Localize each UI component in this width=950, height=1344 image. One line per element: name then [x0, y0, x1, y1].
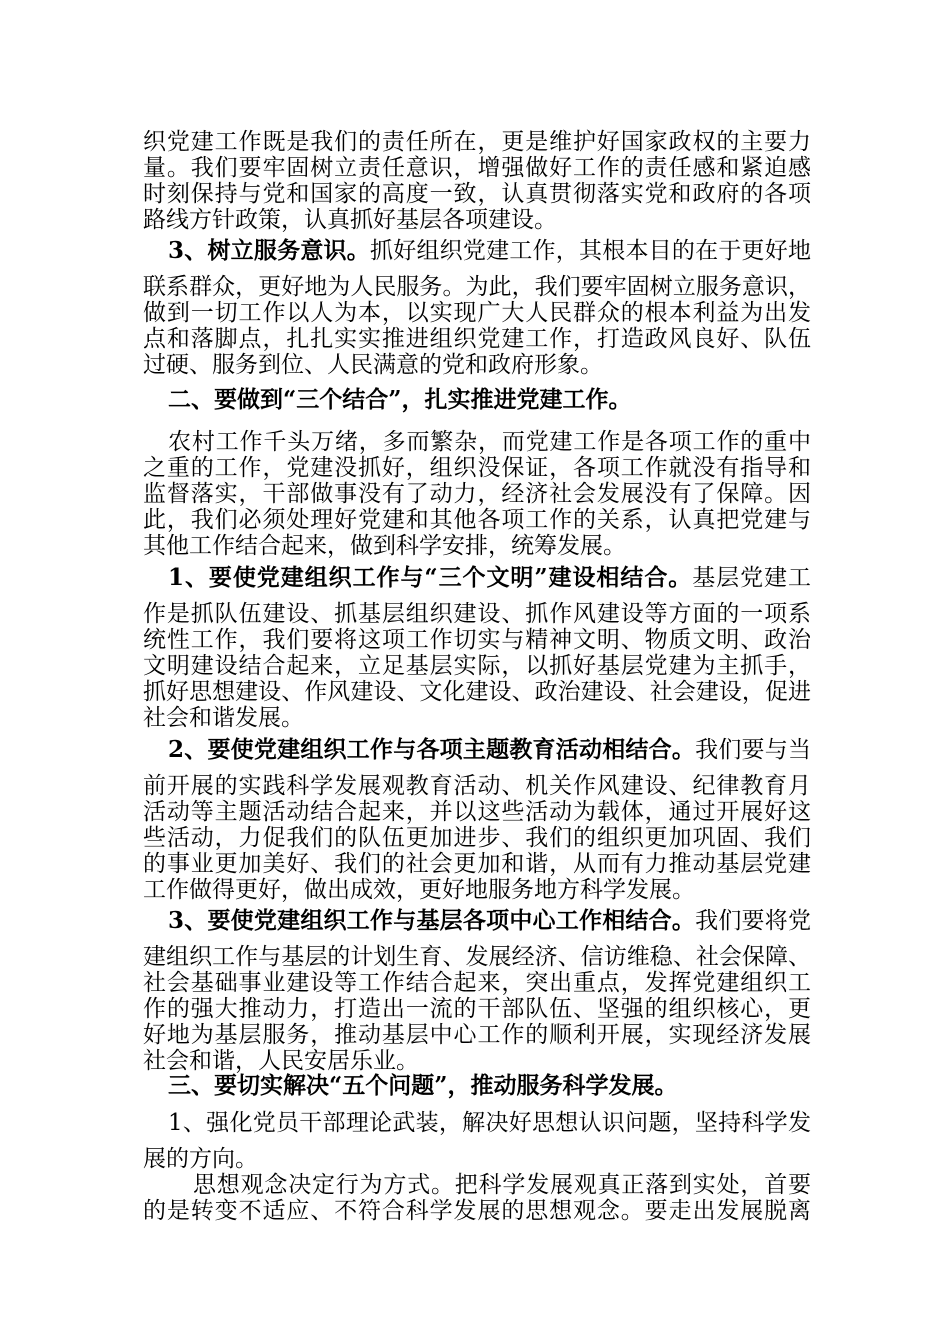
text-line [143, 351, 811, 379]
text-run: 作的强大推动力，打造出一流的干部队伍、坚强的组织核心，更 [143, 996, 811, 1022]
text-line [143, 506, 811, 534]
paragraph-heading-line [168, 907, 811, 935]
text-line [143, 206, 811, 234]
text-line [143, 1145, 811, 1173]
text-run: 的事业更加美好、我们的社会更加和谐，从而有力推动基层党建 [143, 851, 811, 877]
text-line [143, 299, 811, 327]
text-run: 些活动，力促我们的队伍更加进步、我们的组织更加巩固、我们 [143, 825, 811, 851]
text-line [143, 154, 811, 182]
text-run: 的是转变不适应、不符合科学发展的思想观念。要走出发展脱离 [143, 1198, 811, 1224]
text-run: 过硬、服务到位、人民满意的党和政府形象。 [143, 352, 603, 378]
text-run: 社会和谐发展。 [143, 705, 304, 731]
text-run: 社会基础事业建设等工作结合起来，突出重点，发挥党建组织工 [143, 970, 811, 996]
section-heading [168, 1072, 811, 1100]
text-run: 1、强化党员干部理论武装，解决好思想认识问题，坚持科学发 [168, 1110, 811, 1136]
text-line [143, 1021, 811, 1049]
bold-run: 1、要使党建组织工作与“三个文明”建设相结合。 [168, 564, 693, 591]
text-line [143, 480, 811, 508]
text-run: 工作做得更好，做出成效，更好地服务地方科学发展。 [143, 877, 695, 903]
text-run: 我们要与当 [695, 737, 811, 763]
text-run: 建组织工作与基层的计划生育、发展经济、信访维稳、社会保障、 [143, 944, 811, 970]
bold-run: 3、要使党建组织工作与基层各项中心工作相结合。 [168, 907, 696, 934]
text-line [168, 428, 811, 456]
text-run: 我们要将党 [695, 908, 811, 934]
text-line [143, 995, 811, 1023]
bold-run: 2、要使党建组织工作与各项主题教育活动相结合。 [168, 736, 696, 763]
text-line [193, 1171, 811, 1199]
text-run: 农村工作千头万绪，多而繁杂，而党建工作是各项工作的重中 [168, 429, 811, 455]
text-line [143, 772, 811, 800]
text-line [143, 876, 811, 904]
text-run: 做到一切工作以人为本，以实现广大人民群众的根本利益为出发 [143, 300, 811, 326]
text-run: 抓好思想建设、作风建设、文化建设、政治建设、社会建设，促进 [143, 679, 811, 705]
text-line [143, 850, 811, 878]
text-run: 点和落脚点，扎扎实实推进组织党建工作，打造政风良好、队伍 [143, 326, 811, 352]
text-line [143, 798, 811, 826]
section-heading [168, 386, 811, 414]
text-run: 展的方向。 [143, 1146, 258, 1172]
paragraph-heading-line [168, 564, 811, 592]
text-run: 量。我们要牢固树立责任意识，增强做好工作的责任感和紧迫感 [143, 155, 811, 181]
paragraph-heading-line [168, 237, 811, 265]
text-line [143, 943, 811, 971]
text-run: 监督落实，干部做事没有了动力，经济社会发展没有了保障。因 [143, 481, 811, 507]
text-run: 思想观念决定行为方式。把科学发展观真正落到实处，首要 [193, 1172, 811, 1198]
text-run: 作是抓队伍建设、抓基层组织建设、抓作风建设等方面的一项系 [143, 601, 811, 627]
text-line [143, 652, 811, 680]
text-run: 抓好组织党建工作，其根本目的在于更好地 [370, 238, 811, 264]
text-line [143, 969, 811, 997]
text-line [143, 325, 811, 353]
text-run: 统性工作，我们要将这项工作切实与精神文明、物质文明、政治 [143, 627, 811, 653]
text-line [143, 1047, 811, 1075]
text-run: 联系群众，更好地为人民服务。为此，我们要牢固树立服务意识， [143, 274, 811, 300]
text-line [143, 600, 811, 628]
text-run: 之重的工作，党建没抓好，组织没保证，各项工作就没有指导和 [143, 455, 811, 481]
text-line [143, 532, 811, 560]
text-run: 此，我们必须处理好党建和其他各项工作的关系，认真把党建与 [143, 507, 811, 533]
text-run: 前开展的实践科学发展观教育活动、机关作风建设、纪律教育月 [143, 773, 811, 799]
text-line [143, 128, 811, 156]
text-run: 织党建工作既是我们的责任所在，更是维护好国家政权的主要力 [143, 129, 811, 155]
text-run: 好地为基层服务，推动基层中心工作的顺利开展，实现经济发展 [143, 1022, 811, 1048]
text-line [143, 1197, 811, 1225]
bold-run: 3、树立服务意识。 [168, 237, 370, 264]
paragraph-heading-line [168, 736, 811, 764]
text-line [143, 180, 811, 208]
text-run: 时刻保持与党和国家的高度一致，认真贯彻落实党和政府的各项 [143, 181, 811, 207]
text-line [168, 1109, 811, 1137]
bold-run: 三、要切实解决“五个问题”，推动服务科学发展。 [168, 1072, 678, 1099]
text-line [143, 824, 811, 852]
text-run: 社会和谐，人民安居乐业。 [143, 1048, 419, 1074]
text-run: 路线方针政策，认真抓好基层各项建设。 [143, 207, 557, 233]
text-line [143, 678, 811, 706]
bold-run: 二、要做到“三个结合”，扎实推进党建工作。 [168, 386, 632, 413]
text-line [143, 273, 811, 301]
text-line [143, 704, 811, 732]
text-run: 活动等主题活动结合起来，并以这些活动为载体，通过开展好这 [143, 799, 811, 825]
text-line [143, 454, 811, 482]
text-run: 其他工作结合起来，做到科学安排，统筹发展。 [143, 533, 626, 559]
text-line [143, 626, 811, 654]
text-run: 文明建设结合起来，立足基层实际，以抓好基层党建为主抓手， [143, 653, 811, 679]
text-run: 基层党建工 [692, 565, 811, 591]
